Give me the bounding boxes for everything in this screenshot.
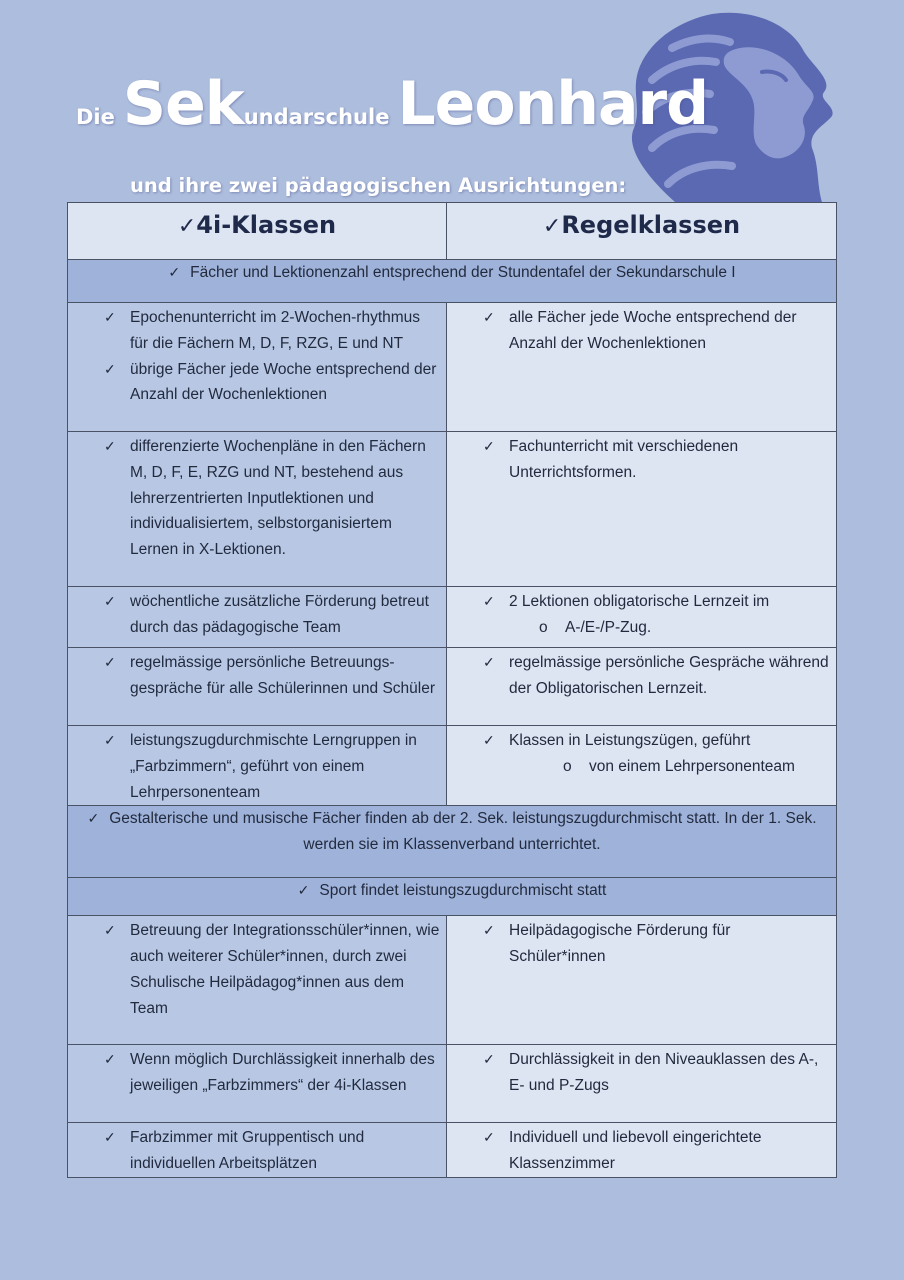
list-item	[447, 305, 830, 357]
col1-title: 4i-Klassen	[196, 211, 337, 239]
cell-regel	[447, 916, 837, 1045]
col2-title: Regelklassen	[561, 211, 741, 239]
cell-4i	[68, 1045, 447, 1123]
checklist	[447, 726, 836, 780]
checklist	[447, 1123, 836, 1177]
list-item-text: leistungszugdurchmischte Lerngruppen in „Farbzimmern“, geführt von einem Lehrpersonenteam	[130, 732, 417, 801]
list-item-text: alle Fächer jede Woche entsprechend der Anzahl der Wochenlektionen	[509, 309, 797, 352]
checkmark-icon: ✓	[297, 882, 310, 899]
checklist	[68, 726, 446, 805]
cell-4i	[68, 432, 447, 587]
cell-regel	[447, 432, 837, 587]
list-item	[447, 589, 830, 615]
checklist	[447, 587, 836, 641]
checkmark-icon: ✓	[483, 438, 495, 454]
column-header-4i	[68, 203, 447, 260]
checkmark-icon: ✓	[483, 1129, 495, 1146]
checkmark-icon: ✓	[104, 438, 116, 454]
checkmark-icon: ✓	[483, 922, 495, 939]
table-row	[68, 726, 837, 806]
cell-regel	[447, 303, 837, 432]
page-title	[76, 69, 709, 139]
page-subtitle: und ihre zwei pädagogischen Ausrichtungen:	[130, 174, 627, 197]
checkmark-icon: ✓	[177, 214, 197, 239]
cell-regel	[447, 1045, 837, 1123]
list-item	[68, 357, 440, 409]
cell-4i	[68, 587, 447, 648]
sub-list-item	[447, 754, 830, 780]
checkmark-icon: ✓	[104, 360, 116, 377]
sub-item-text: A-/E-/P-Zug.	[565, 618, 652, 636]
table-row	[68, 432, 837, 587]
list-item-text: Fachunterricht mit verschiedenen Unterrichtsformen.	[509, 438, 739, 481]
checkmark-icon: ✓	[104, 309, 116, 325]
table-row	[68, 916, 837, 1045]
checklist	[447, 303, 836, 357]
list-item-text: Individuell und liebevoll eingerichtete Klassenzimmer	[509, 1129, 762, 1173]
checkmark-icon: ✓	[483, 732, 495, 748]
cell-regel	[447, 1123, 837, 1178]
title-undarschule: undarschule	[243, 105, 390, 129]
band-text: Gestalterische und musische Fächer finden ab der 2. Sek. leistungszugdurchmischt statt. In der 1. Sek. werden sie im Klassenverband unterrichtet.	[109, 810, 817, 854]
checkmark-icon: ✓	[542, 214, 562, 239]
table-row	[68, 587, 837, 648]
list-item	[447, 1047, 830, 1099]
list-item-text: Klassen in Leistungszügen, geführt	[509, 732, 751, 749]
list-item-text: wöchentliche zusätzliche Förderung betreut durch das pädagogische Team	[130, 593, 429, 636]
list-item	[68, 650, 440, 702]
title-leonhard: Leonhard	[397, 69, 709, 139]
list-item-text: differenzierte Wochenpläne in den Fächern M, D, F, E, RZG und NT, bestehend aus lehrerzentrierten Inputlektionen und individualisiertem, selbstorganisiertem Lernen in X-Lektionen.	[130, 438, 426, 559]
cell-4i	[68, 916, 447, 1045]
list-item	[68, 434, 440, 563]
list-item-text: regelmässige persönliche Gespräche während der Obligatorischen Lernzeit.	[509, 654, 829, 697]
checkmark-icon: ✓	[87, 810, 100, 827]
checkmark-icon: ✓	[483, 309, 495, 325]
list-item	[68, 589, 440, 641]
list-item-text: 2 Lektionen obligatorische Lernzeit im	[509, 593, 770, 610]
checkmark-icon: ✓	[104, 1051, 116, 1068]
sub-list-item	[447, 615, 830, 641]
list-item	[447, 728, 830, 754]
list-item-text: regelmässige persönliche Betreuungs-gespräche für alle Schülerinnen und Schüler	[130, 654, 436, 697]
band-row-gestalterisch	[68, 806, 837, 878]
checklist	[68, 303, 446, 408]
checkmark-icon: ✓	[104, 593, 116, 609]
checklist	[68, 1045, 446, 1099]
checkmark-icon: ✓	[483, 593, 495, 609]
checkmark-icon: ✓	[104, 922, 116, 939]
title-die: Die	[76, 105, 115, 129]
checklist	[68, 648, 446, 702]
checklist	[68, 916, 446, 1021]
list-item	[447, 1125, 830, 1177]
list-item-text: Betreuung der Integrationsschüler*innen, wie auch weiterer Schüler*innen, durch zwei Schulische Heilpädagog*innen aus dem Team	[130, 922, 440, 1017]
column-header-regel	[447, 203, 837, 260]
table-row	[68, 1045, 837, 1123]
title-sek: Sek	[122, 69, 244, 139]
checkmark-icon: ✓	[168, 264, 181, 280]
checkmark-icon: ✓	[483, 1051, 495, 1068]
band-text: Sport findet leistungszugdurchmischt statt	[319, 882, 607, 900]
checklist	[68, 432, 446, 563]
list-item	[447, 650, 830, 702]
circle-bullet-icon: o	[539, 618, 548, 636]
checklist	[68, 1123, 446, 1177]
checklist	[447, 432, 836, 486]
cell-regel	[447, 648, 837, 726]
list-item-text: Durchlässigkeit in den Niveauklassen des A-, E- und P-Zugs	[509, 1051, 819, 1095]
band-row-faecher	[68, 260, 837, 303]
checklist	[447, 916, 836, 970]
list-item-text: Farbzimmer mit Gruppentisch und individuellen Arbeitsplätzen	[130, 1129, 365, 1173]
checklist	[447, 648, 836, 702]
checkmark-icon: ✓	[104, 732, 116, 748]
list-item	[68, 918, 440, 1021]
list-item	[447, 434, 830, 486]
sub-item-text: von einem Lehrpersonenteam	[589, 757, 795, 775]
table-row	[68, 303, 837, 432]
cell-4i	[68, 1123, 447, 1178]
cell-4i	[68, 726, 447, 806]
list-item	[68, 728, 440, 805]
cell-regel	[447, 587, 837, 648]
checklist	[447, 1045, 836, 1099]
checkmark-icon: ✓	[104, 1129, 116, 1146]
list-item-text: Wenn möglich Durchlässigkeit innerhalb des jeweiligen „Farbzimmers“ der 4i-Klassen	[130, 1051, 435, 1095]
cell-4i	[68, 303, 447, 432]
cell-4i	[68, 648, 447, 726]
table-row	[68, 1123, 837, 1178]
list-item-text: Epochenunterricht im 2-Wochen-rhythmus für die Fächern M, D, F, RZG, E und NT	[130, 309, 421, 352]
list-item-text: Heilpädagogische Förderung für Schüler*innen	[509, 922, 731, 966]
band-text: Fächer und Lektionenzahl entsprechend der Stundentafel der Sekundarschule I	[190, 264, 736, 281]
comparison-table	[67, 202, 837, 1178]
checkmark-icon: ✓	[104, 654, 116, 670]
list-item	[68, 1125, 440, 1177]
table-row	[68, 648, 837, 726]
list-item-text: übrige Fächer jede Woche entsprechend der Anzahl der Wochenlektionen	[130, 360, 437, 404]
list-item	[447, 918, 830, 970]
checklist	[68, 587, 446, 641]
cell-regel	[447, 726, 837, 806]
checkmark-icon: ✓	[483, 654, 495, 670]
list-item	[68, 1047, 440, 1099]
circle-bullet-icon: o	[563, 757, 572, 775]
list-item	[68, 305, 440, 357]
band-row-sport	[68, 878, 837, 916]
